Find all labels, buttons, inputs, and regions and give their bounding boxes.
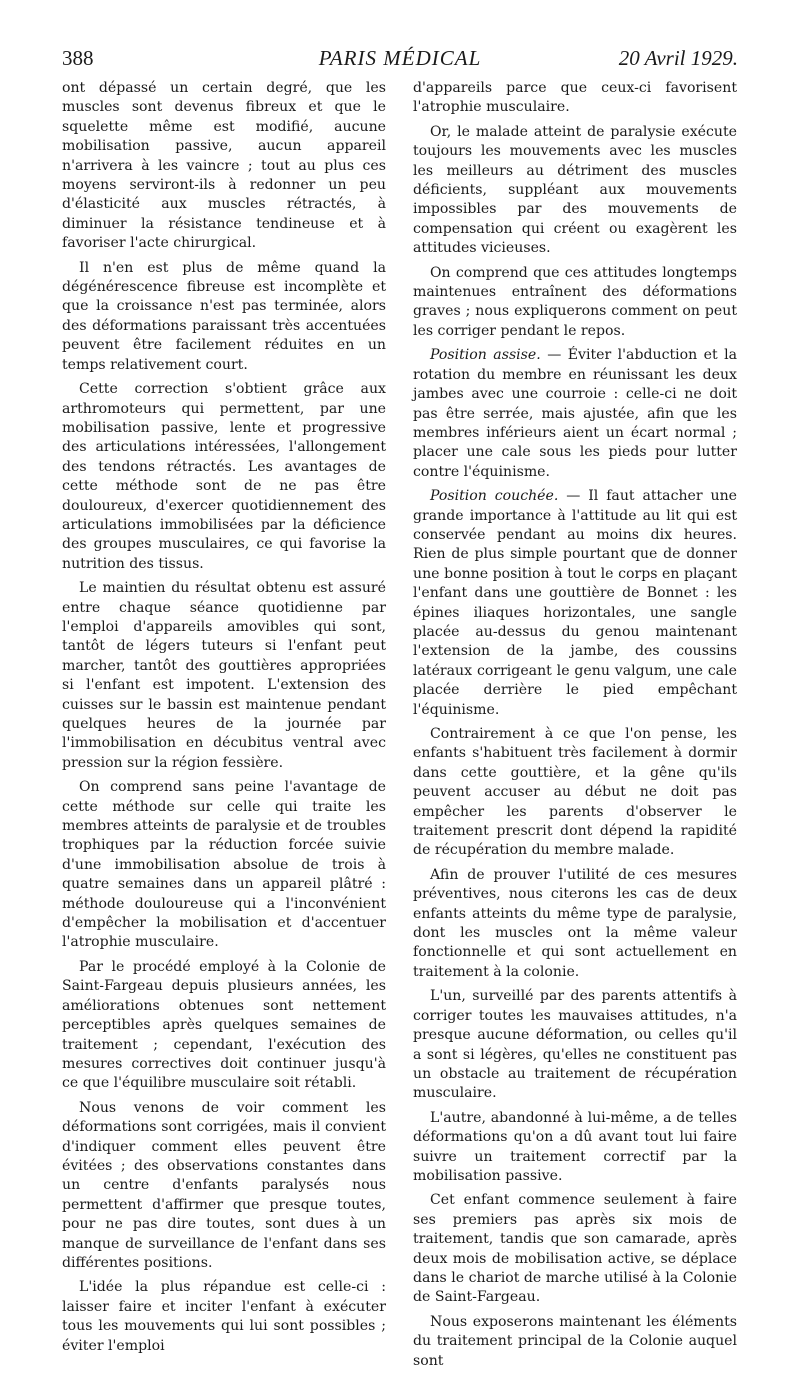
paragraph: On comprend sans peine l'avantage de cette méthode sur celle qui traite les membres atteints de paralysie et de troubles trophiques par la réduction forcée suivie d'une immobilisation absolue de trois à quatre semaines dans un appareil plâtré : méthode douloureuse qui a l'inconvénient d'empêcher la mobilisation et d'accentuer l'atrophie musculaire. <box>62 779 386 951</box>
paragraph: Par le procédé employé à la Colonie de Saint-Fargeau depuis plusieurs années, les améliorations obtenues sont nettement perceptibles après quelques semaines de traitement ; cependant, l'exécution des mesures correctives doit continuer jusqu'à ce que l'équilibre musculaire soit rétabli. <box>62 958 386 1092</box>
paragraph: Contrairement à ce que l'on pense, les enfants s'habituent très facilement à dormir dans cette gouttière, et la gêne qu'ils peuvent accuser au début ne doit pas empêcher les parents d'observer le traitement prescrit dont dépend la rapidité de récupération du membre malade. <box>413 726 737 859</box>
journal-title: PARIS MÉDICAL <box>318 46 482 70</box>
page-number: 388 <box>62 46 94 70</box>
paragraph: d'appareils parce que ceux-ci favorisent l'atrophie musculaire. <box>413 80 737 116</box>
paragraph: L'autre, abandonné à lui-même, a de telles déformations qu'on a dû avant tout lui faire suivre un traitement correctif par la mobilisation passive. <box>413 1109 737 1184</box>
section-lead: Position couchée. <box>430 488 559 505</box>
paragraph-position-assise <box>413 346 737 482</box>
paragraph: Le maintien du résultat obtenu est assuré entre chaque séance quotidienne par l'emploi d'appareils amovibles qui sont, tantôt de légers tuteurs si l'enfant peut marcher, tantôt des gouttières appropriées si l'enfant est impotent. L'extension des cuisses sur le bassin est maintenue pendant quelques heures de la journée par l'immobilisation en décubitus ventral avec pression sur la région fessière. <box>62 580 386 771</box>
left-column <box>62 79 386 1361</box>
paragraph: Il n'en est plus de même quand la dégénérescence fibreuse est incomplète et que la croissance n'est pas terminée, alors des déformations paraissant très accentuées peuvent être facilement réduites en un temps relativement court. <box>62 259 386 373</box>
paragraph: L'un, surveillé par des parents attentifs à corriger toutes les mauvaises attitudes, n'a presque aucune déformation, ou celles qu'il a sont si légères, qu'elles ne constituent pas un obstacle au traitement de récupération musculaire. <box>413 988 737 1102</box>
paragraph: Nous venons de voir comment les déformations sont corrigées, mais il convient d'indiquer comment elles peuvent être évitées ; des observations constantes dans un centre d'enfants paralysés nous permettent d'affirmer que presque toutes, pour ne pas dire toutes, sont dues à un manque de surveillance de l'enfant dans ses différentes positions. <box>62 1099 386 1271</box>
paragraph: Cet enfant commence seulement à faire ses premiers pas après six mois de traitement, tandis que son camarade, après deux mois de mobilisation active, se déplace dans le chariot de marche utilisé à la Colonie de Saint-Fargeau. <box>413 1192 737 1306</box>
paragraph-position-couchee <box>413 487 737 720</box>
paragraph: Or, le malade atteint de paralysie exécute toujours les mouvements avec les muscles les meilleurs au détriment des muscles déficients, suppléant aux mouvements impossibles par des mouvements de compensation qui créent ou exagèrent les attitudes vicieuses. <box>413 123 737 257</box>
paragraph-body: — Il faut attacher une grande importance à l'attitude au lit qui est conservée pendant au moins dix heures. Rien de plus simple pourtant que de donner une bonne position à tout le corps en plaçant l'enfant dans une gouttière de Bonnet : les épines iliaques horizontales, une sangle placée au-dessus du genou maintenant l'extension de la jambe, des coussins latéraux corrigeant le genu valgum, une cale placée derrière le pied empêchant l'équinisme. <box>413 488 738 718</box>
paragraph: L'idée la plus répandue est celle-ci : laisser faire et inciter l'enfant à exécuter tous les mouvements qui lui sont possibles ; éviter l'emploi <box>62 1279 386 1354</box>
page-header <box>62 42 738 74</box>
paragraph: Nous exposerons maintenant les éléments du traitement principal de la Colonie auquel sont <box>413 1313 737 1369</box>
paragraph: Afin de prouver l'utilité de ces mesures préventives, nous citerons les cas de deux enfants atteints du même type de paralysie, dont les muscles ont la même valeur fonctionnelle et qui sont actuellement en traitement à la colonie. <box>413 866 737 980</box>
paragraph: On comprend que ces attitudes longtemps maintenues entraînent des déformations graves ; nous expliquerons comment on peut les corriger pendant le repos. <box>413 264 737 339</box>
right-column <box>413 79 737 1376</box>
paragraph-body: — Éviter l'abduction et la rotation du membre en réunissant les deux jambes avec une courroie : celle-ci ne doit pas être serrée, mais ajustée, afin que les membres inférieurs aient un écart normal ; placer une cale sous les pieds pour lutter contre l'équinisme. <box>413 347 737 480</box>
issue-date: 20 Avril 1929. <box>618 46 738 70</box>
section-lead: Position assise. <box>430 347 541 364</box>
paragraph: Cette correction s'obtient grâce aux arthromoteurs qui permettent, par une mobilisation passive, lente et progressive des articulations intéressées, l'allongement des tendons rétractés. Les avantages de cette méthode sont de ne pas être douloureux, d'exercer quotidiennement des articulations immobilisées par la déficience des groupes musculaires, ce qui favorise la nutrition des tissus. <box>62 381 386 572</box>
paragraph: ont dépassé un certain degré, que les muscles sont devenus fibreux et que le squelette même est modifié, aucune mobilisation passive, aucun appareil n'arrivera à les vaincre ; tout au plus ces moyens serviront-ils à redonner un peu d'élasticité aux muscles rétractés, à diminuer la résistance tendineuse et à favoriser l'acte chirurgical. <box>62 80 386 252</box>
